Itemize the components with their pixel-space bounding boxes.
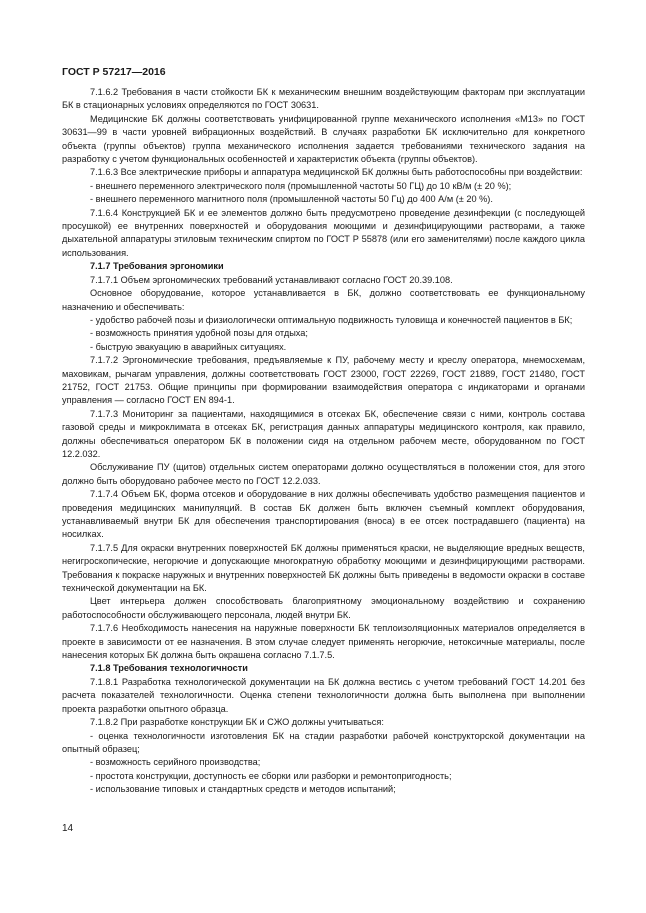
list-item: - удобство рабочей позы и физиологически оптимальную подвижность туловища и конечностей пациентов в БК; (90, 314, 573, 325)
paragraph: 7.1.7.5 Для окраски внутренних поверхностей БК должны применяться краски, не выделяющие вредных веществ, негигроскопические, негорючие и допускающие многократную обработку моющими и дезинфицирующими растворами. Требования к покраске наружных и внутренних поверхностей БК должны быть приведены в ведомости окраски в составе технической документации на БК. (62, 542, 585, 594)
paragraph: 7.1.7.3 Мониторинг за пациентами, находящимися в отсеках БК, обеспечение связи с ними, контроль состава газовой среды и микроклимата в отсеках БК, регистрация данных аппаратуры медицинского контроля, как правило, должны обеспечиваться оператором БК в положении сидя на отдельном рабочем месте, оборудованном по ГОСТ 12.2.032. (62, 408, 585, 459)
paragraph: 7.1.7.6 Необходимость нанесения на наружные поверхности БК теплоизоляционных материалов определяется в проекте в зависимости от ее назначения. В этом случае следует применять негорючие, нетоксичные материалы, после нанесения которых БК должна быть окрашена согласно 7.1.7.5. (62, 623, 585, 661)
list-item: - возможность принятия удобной позы для отдыха; (90, 328, 308, 339)
list-item: - внешнего переменного электрического поля (промышленной частоты 50 ГЦ) до 10 кВ/м (± 20 %); (90, 180, 512, 191)
page-number: 14 (62, 823, 74, 834)
paragraph: 7.1.6.3 Все электрические приборы и аппаратура медицинской БК должны быть работоспособны при воздействии: (90, 167, 583, 178)
section-heading: 7.1.8 Требования технологичности (90, 663, 248, 674)
paragraph: 7.1.7.2 Эргономические требования, предъявляемые к ПУ, рабочему месту и креслу оператора, мнемосхемам, маховикам, рычагам управления, должны соответствовать ГОСТ 23000, ГОСТ 22269, ГОСТ 21889, ГОСТ 21480, ГОСТ 21752, ГОСТ 21753. Общие принципы при формировании взаимодействия оператора с индикаторами и органами управления — согласно ГОСТ EN 894-1. (62, 355, 585, 406)
list-item: - возможность серийного производства; (90, 757, 261, 768)
list-item: - простота конструкции, доступность ее сборки или разборки и ремонтопригодность; (90, 770, 452, 781)
paragraph: Медицинские БК должны соответствовать унифицированной группе механического исполнения «М13» по ГОСТ 30631—99 в части уровней вибрационных воздействий. В случаях разработки БК исключительно для конкретного объекта (группы объектов) группа механического исполнения задается требованиями технического задания на разработку с учетом функциональных особенностей и характеристик объекта (группы объектов). (62, 113, 585, 165)
paragraph: Обслуживание ПУ (щитов) отдельных систем операторами должно осуществляться в положении стоя, для этого должно быть оборудовано рабочее место по ГОСТ 12.2.033. (62, 462, 585, 486)
list-item: - использование типовых и стандартных средств и методов испытаний; (90, 784, 396, 795)
paragraph: 7.1.6.2 Требования в части стойкости БК к механическим внешним воздействующим факторам при эксплуатации БК в стационарных условиях определяются по ГОСТ 30631. (62, 87, 585, 111)
paragraph: 7.1.6.4 Конструкцией БК и ее элементов должно быть предусмотрено проведение дезинфекции (с последующей просушкой) ее внутренних поверхностей и оборудования моющими и дезинфицирующими растворами, а также дыхательной аппаратуры этиловым техническим спиртом по ГОСТ Р 55878 (или его заменителями) после каждого цикла использования. (62, 207, 585, 258)
list-item: - внешнего переменного магнитного поля (промышленной частоты 50 Гц) до 400 А/м (± 20 %). (90, 194, 493, 205)
paragraph: 7.1.7.1 Объем эргономических требований устанавливают согласно ГОСТ 20.39.108. (90, 274, 453, 285)
paragraph: 7.1.8.1 Разработка технологической документации на БК должна вестись с учетом требований ГОСТ 14.201 без расчета показателей технологичности. Оценка степени технологичности должна быть выполнена при выполнении проекта разработки опытного образца. (62, 676, 585, 714)
paragraph: 7.1.7.4 Объем БК, форма отсеков и оборудование в них должны обеспечивать удобство размещения пациентов и проведения медицинских манипуляций. В состав БК должен быть включен съемный комплект оборудования, устанавливаемый внутри БК для обеспечения транспортирования (вноса) в ее отсек пострадавшего (пациента) на носилках. (62, 489, 585, 540)
paragraph: Цвет интерьера должен способствовать благоприятному эмоциональному воздействию и сохранению работоспособности обслуживающего персонала, людей внутри БК. (62, 596, 585, 620)
paragraph: 7.1.8.2 При разработке конструкции БК и СЖО должны учитываться: (90, 717, 384, 728)
section-heading: 7.1.7 Требования эргономики (90, 261, 224, 272)
list-item: - оценка технологичности изготовления БК на стадии разработки рабочей конструкторской документации на опытный образец; (62, 730, 585, 754)
document-body (62, 86, 585, 797)
paragraph: Основное оборудование, которое устанавливается в БК, должно соответствовать ее функциональному назначению и обеспечивать: (62, 288, 585, 312)
list-item: - быструю эвакуацию в аварийных ситуациях. (90, 341, 287, 352)
document-header: ГОСТ Р 57217—2016 (62, 66, 166, 78)
